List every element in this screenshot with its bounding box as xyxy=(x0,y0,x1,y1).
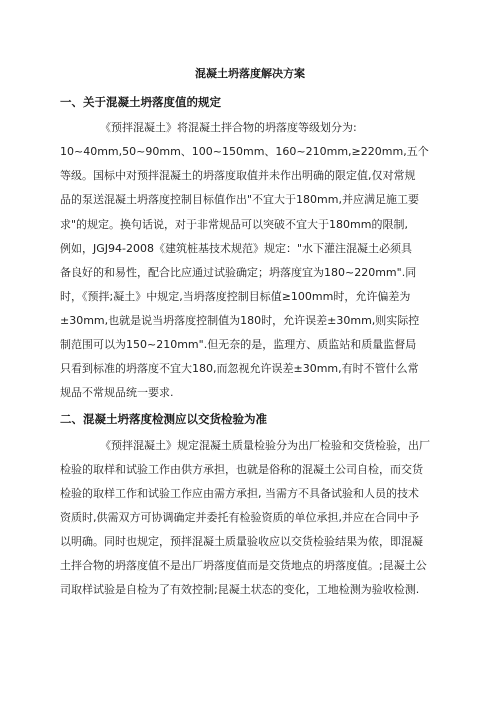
section-1-line: 制范围可以为150~210mm".但无奈的是，监理方、质监站和质量监督局 xyxy=(60,338,417,351)
section-1-line: 规品不常规品统一要求. xyxy=(60,386,174,399)
section-2-heading: 二、混凝土坍落度检测应以交货检验为准 xyxy=(60,412,267,426)
section-1-line: 时，《预拌;凝土》中规定,当坍落度控制目标值≥100mm时，允许偏差为 xyxy=(60,290,411,303)
section-2-line: 《预拌混凝土》规定混凝土质量检验分为出厂检验和交货检验，出厂 xyxy=(100,439,430,452)
section-1-line: 备良好的和易性，配合比应通过试验确定；坍落度宜为180~220mm".同 xyxy=(60,266,417,279)
section-1-line: 例如，JGJ94-2008《建筑桩基技术规范》规定："水下灌注混凝土必须具 xyxy=(60,242,413,255)
section-1-line: 品的泵送混凝土坍落度控制目标值作出"不宜大于180mm,并应满足施工要 xyxy=(60,193,419,206)
section-1-line: 等级。国标中对预拌混凝土的坍落度取值并未作出明确的限定值,仅对常规 xyxy=(60,169,416,182)
section-2-line: 以明确。同时也规定，预拌混凝土质量验收应以交货检验结果为侬，即混凝 xyxy=(60,535,423,548)
document-title: 混凝土坍落度解决方案 xyxy=(195,67,305,80)
section-2-line: 检验的取样和试验工作由供方承担，也就是俗称的混凝土公司自检，而交货 xyxy=(60,463,423,476)
section-2-line: 资质时,供需双方可协调确定并委托有检验资质的单位承担,并应在合同中予 xyxy=(60,511,419,524)
section-1-line: 10~40mm,50~90mm、100~150mm、160~210mm,≥220mm,五个 xyxy=(60,145,429,158)
section-2-line: 司取样试验是自检为了有效控制;昆凝土状态的变化，工地检测为验收检测. xyxy=(60,583,420,596)
section-1-line: 求"的规定。换句话说，对于非常规品可以突破不宜大于180mm的限制, xyxy=(60,218,408,231)
section-2-line: 土拌合物的坍落度值不是出厂坍落度值而是交货地点的坍落度值。;昆凝土公 xyxy=(60,559,427,572)
section-1-line: ±30mm,也就是说当坍落度控制值为180时，允许误差±30mm,则实际控 xyxy=(60,314,420,327)
section-1-heading: 一、关于混凝土坍落度值的规定 xyxy=(60,95,221,109)
section-1-line: 《预拌混凝土》将混凝土拌合物的坍落度等级划分为: xyxy=(100,121,357,134)
section-2-line: 检验的取样工作和试验工作应由需方承担, 当需方不具备试验和人员的技术 xyxy=(60,487,419,500)
section-1-line: 只看到标准的坍落度不宜大180,而忽视允许误差±30mm,有时不管什么常 xyxy=(60,362,419,375)
